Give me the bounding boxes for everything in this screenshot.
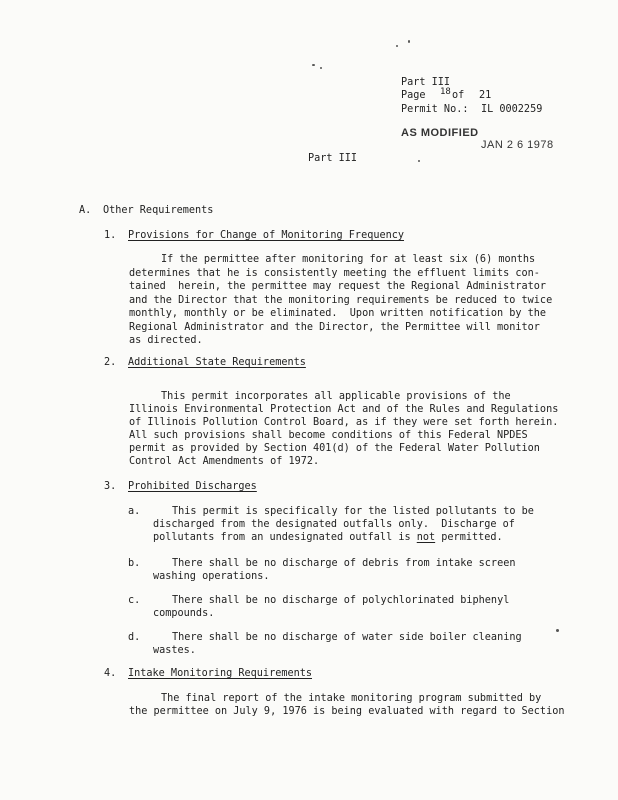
paragraph-line: determines that he is consistently meeting the effluent limits con- — [129, 268, 540, 279]
permit-label: Permit No.: — [401, 104, 469, 115]
item-3-heading: Prohibited Discharges — [128, 481, 257, 492]
paragraph-line: Control Act Amendments of 1972. — [129, 456, 320, 467]
paragraph-line: washing operations. — [153, 571, 270, 582]
scan-speck — [396, 45, 398, 47]
paragraph-line: wastes. — [153, 645, 196, 656]
emphasis-not: not — [416, 532, 436, 543]
item-4-number: 4. — [104, 668, 117, 679]
item-4-heading: Intake Monitoring Requirements — [128, 668, 313, 679]
paragraph-line-with-emphasis — [153, 531, 503, 545]
paragraph-line: Regional Administrator and the Director, the Permittee will monitor — [129, 322, 540, 333]
paragraph-line: discharged from the designated outfalls only. Discharge of — [153, 519, 515, 530]
paragraph-line: There shall be no discharge of polychlorinated biphenyl — [172, 595, 510, 606]
scan-speck — [320, 67, 322, 69]
subitem-marker: a. — [128, 506, 141, 517]
item-3-number: 3. — [104, 481, 117, 492]
page-label: Page — [401, 90, 426, 101]
paragraph-line: There shall be no discharge of water side boiler cleaning — [172, 632, 522, 643]
paragraph-line: This permit is specifically for the listed pollutants to be — [172, 506, 534, 517]
paragraph-line: the permittee on July 9, 1976 is being evaluated with regard to Section — [129, 706, 565, 717]
item-2-heading: Additional State Requirements — [128, 357, 306, 368]
paragraph-line: tained herein, the permittee may request the Regional Administrator — [129, 281, 547, 292]
modified-date-stamp: JAN 2 6 1978 — [481, 139, 554, 151]
subitem-marker: c. — [128, 595, 141, 606]
section-a-marker: A. — [79, 205, 92, 216]
paragraph-line: Illinois Environmental Protection Act and of the Rules and Regulations — [129, 404, 559, 415]
paragraph-line: permit as provided by Section 401(d) of the Federal Water Pollution — [129, 443, 540, 454]
paragraph-line: If the permittee after monitoring for at least six (6) months — [161, 254, 536, 265]
paragraph-line: There shall be no discharge of debris from intake screen — [172, 558, 516, 569]
scan-speck — [312, 64, 315, 66]
paragraph-line: monthly, monthly or be eliminated. Upon written notification by the — [129, 308, 547, 319]
subitem-marker: b. — [128, 558, 141, 569]
scan-speck — [408, 40, 410, 43]
paragraph-line: The final report of the intake monitoring program submitted by — [161, 693, 542, 704]
modified-stamp: AS MODIFIED — [401, 127, 479, 139]
subitem-marker: d. — [128, 632, 141, 643]
item-1-heading: Provisions for Change of Monitoring Frequency — [128, 230, 405, 241]
section-a-heading: Other Requirements — [103, 205, 214, 216]
page-total: 21 — [479, 90, 492, 101]
paragraph-line: All such provisions shall become conditions of this Federal NPDES — [129, 430, 528, 441]
paragraph-line: of Illinois Pollution Control Board, as if they were set forth herein. — [129, 417, 559, 428]
page-number: 18 — [440, 87, 451, 97]
scan-speck — [556, 629, 559, 632]
page-of: of — [452, 90, 465, 101]
paragraph-line: and the Director that the monitoring requirements be reduced to twice — [129, 295, 553, 306]
item-2-number: 2. — [104, 357, 117, 368]
permit-number: IL 0002259 — [481, 104, 543, 115]
paragraph-line: compounds. — [153, 608, 215, 619]
paragraph-line: as directed. — [129, 335, 203, 346]
paragraph-text: permitted. — [435, 532, 503, 543]
part-label: Part III — [401, 77, 451, 88]
item-1-number: 1. — [104, 230, 117, 241]
page-title: Part III — [308, 153, 358, 164]
scan-speck — [418, 160, 420, 162]
paragraph-text: pollutants from an undesignated outfall is — [153, 532, 417, 543]
paragraph-line: This permit incorporates all applicable provisions of the — [161, 391, 511, 402]
